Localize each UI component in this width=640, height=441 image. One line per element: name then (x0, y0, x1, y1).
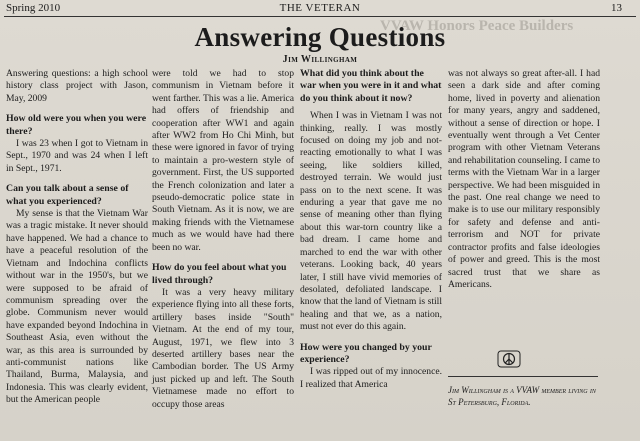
article-title: Answering Questions (194, 22, 446, 52)
answer-paragraph: My sense is that the Vietnam War was a tragic mistake. It never should have happened. We had a chance to have a peaceful resolution of the Vietnam and Indochina conflicts without war in the 1950's, but we were supposed to be afraid of communism spreading over the globe. Communism never would have expanded beyond Indochina in Southeast Asia, even without the war, as this area is surrounded by anti-communist nations like Thailand, Burma, Malaysia, and Indonesia. This was clearly evident, but the American people (6, 208, 148, 406)
question-heading: How were you changed by your experience? (300, 341, 432, 365)
answer-paragraph: I was ripped out of my innocence. I realized that America (300, 366, 442, 390)
question-heading: Can you talk about a sense of what you experienced? (6, 183, 129, 207)
column-3 (300, 68, 442, 391)
bio-divider (448, 376, 598, 377)
question-heading: How old were you when you were there? (6, 113, 147, 137)
answer-paragraph: I was 23 when I got to Vietnam in Sept., 1970 and was 24 when I left in Sept., 1971. (6, 138, 148, 174)
peace-sign-icon (497, 350, 521, 368)
bleed-through-text: VVAW Honors Peace Builders (380, 18, 574, 34)
column-4 (448, 68, 600, 291)
author-bio: Jim Willingham is a VVAW member living in St Petersburg, Florida. (448, 385, 596, 407)
header-divider (4, 16, 636, 17)
issue-date: Spring 2010 (6, 2, 61, 14)
article-byline: Jim Willingham (282, 54, 358, 65)
question-heading: What did you think about the war when you were in it and what do you think about it now? (300, 68, 442, 104)
answer-paragraph: When I was in Vietnam I was not thinking, really. I was mostly focused on doing my job and not-reacting emotionally to what I was seeing, like soldiers killed, destroyed terrain. We would just pass on to the next scene. It was enduring a year that gave me no sense of meaning other than flying about this war-torn country like a bad dream. I came home and marched to end the war with other veterans. Looking back, 40 years later, I still have vivid memories of desolated, defoliated landscape. I know that the land of Vietnam is still healing and that we, as a nation, must not ever do this again. (300, 110, 442, 333)
question-heading: How do you feel about what you lived through? (152, 262, 287, 286)
page-header (6, 2, 634, 16)
page-number: 13 (611, 2, 622, 14)
column-2 (152, 68, 294, 411)
answer-paragraph: It was a very heavy military experience flying into all these forts, artillery bases inside "South" Vietnam. At the end of my tour, August, 1971, we flew into 3 deserted artillery bases near the Cambodian border. The US Army just picked up and left. The South Vietnamese made no effort to occupy those areas (152, 286, 294, 410)
column-1 (6, 68, 148, 407)
answer-paragraph: was not always so great after-all. I had seen a dark side and after coming home, lived in poverty and alienation for many years, angry and saddened, without a sense of direction or hope. I eventually went through a Vet Center program with other Vietnam Veterans and rehabilitation counseling. I came to terms with the Vietnam War in a larger perspective. We had been misguided in the past. One real change we need to make is to use our military responsibly for safety and defense and anti-terrorism and NOT for private contractor profits and false ideologies of power and greed. This is the most sacred trust that we share as Americans. (448, 68, 600, 290)
answer-paragraph: were told we had to stop communism in Vietnam before it went farther. This was a lie. America had offers of friendship and cooperation after WW1 and again after WW2 from Ho Chi Minh, but these were ignored in favor of trying to maintain a pro-western style of government. First, the US supported the French colonization and later a pseudo-democratic police state in South Vietnam. As it is now, we are making friends with the Vietnamese much as we would have had there been no war. (152, 68, 294, 253)
publication-name: THE VETERAN (279, 2, 361, 14)
intro-text: Answering questions: a high school history class project with Jason, May, 2009 (6, 68, 148, 104)
